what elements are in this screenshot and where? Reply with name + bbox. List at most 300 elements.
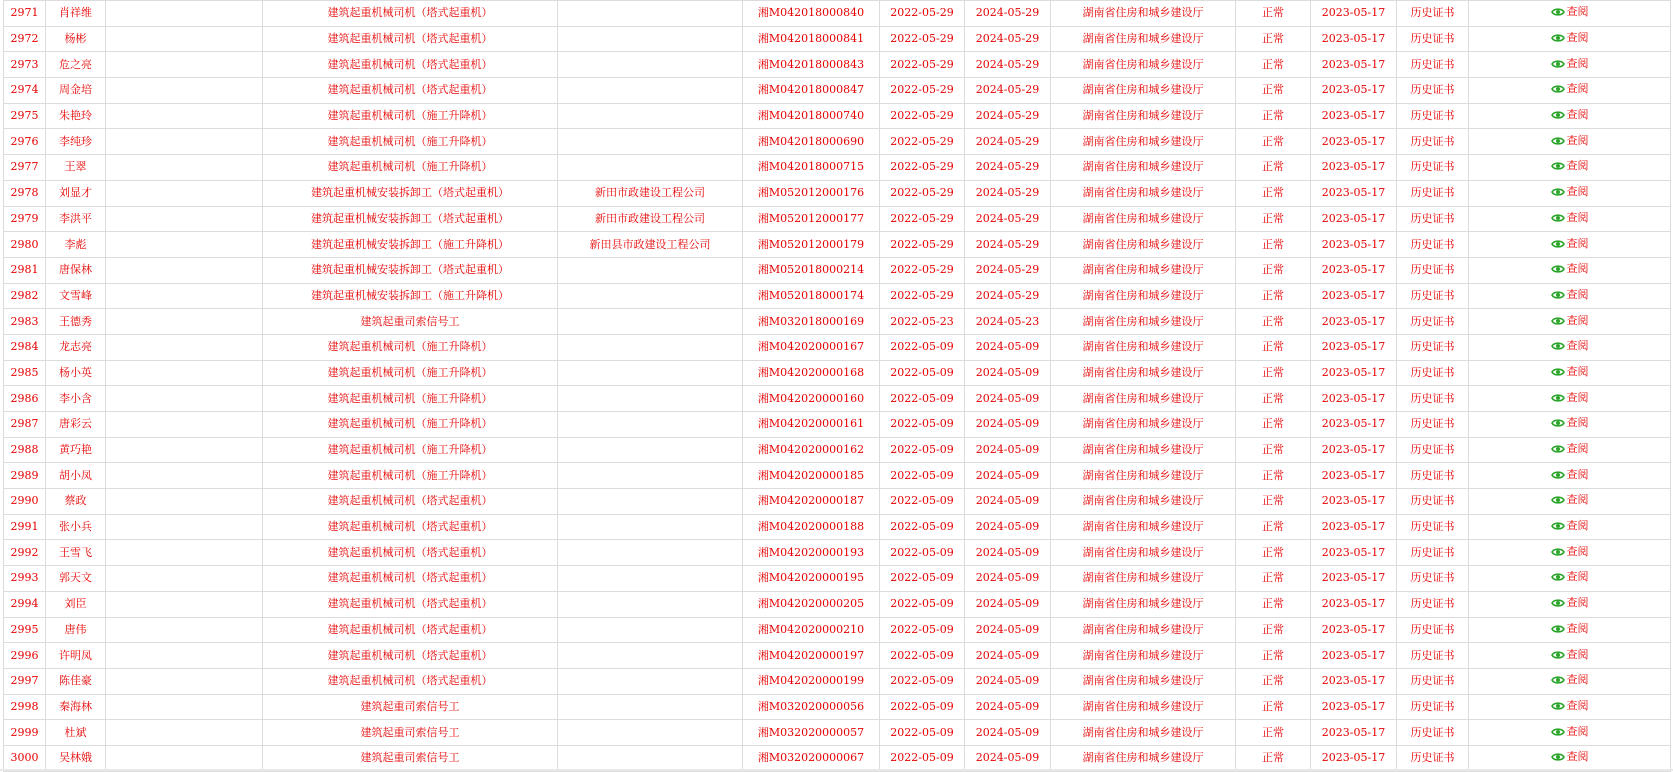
view-label: 查阅 (1566, 673, 1589, 687)
certificate-table (3, 0, 1671, 772)
status-text: 正常 (1236, 232, 1311, 258)
row-number: 2998 (4, 694, 46, 720)
issuing-authority: 湖南省住房和城乡建设厅 (1051, 617, 1236, 643)
view-action (1469, 283, 1671, 309)
table-body (4, 1, 1671, 772)
employer-company (558, 745, 743, 771)
history-certificate-link[interactable]: 历史证书 (1397, 283, 1469, 309)
certificate-category: 建筑起重司索信号工 (263, 309, 558, 335)
status-text: 正常 (1236, 283, 1311, 309)
status-text: 正常 (1236, 1, 1311, 27)
table-row (4, 283, 1671, 309)
certificate-category: 建筑起重机械司机（塔式起重机） (263, 540, 558, 566)
expiry-date: 2024-05-09 (965, 617, 1051, 643)
employer-company (558, 489, 743, 515)
history-certificate-link[interactable]: 历史证书 (1397, 745, 1469, 771)
certificate-category: 建筑起重机械司机（塔式起重机） (263, 668, 558, 694)
issue-date: 2022-05-09 (880, 591, 965, 617)
certificate-number: 湘M032020000057 (743, 720, 880, 746)
status-text: 正常 (1236, 489, 1311, 515)
issue-date: 2022-05-09 (880, 540, 965, 566)
view-button[interactable] (1551, 160, 1589, 172)
row-number: 2988 (4, 437, 46, 463)
issue-date: 2022-05-09 (880, 745, 965, 771)
blank-cell (106, 463, 263, 489)
row-number: 2985 (4, 360, 46, 386)
issuing-authority: 湖南省住房和城乡建设厅 (1051, 566, 1236, 592)
history-certificate-link[interactable]: 历史证书 (1397, 129, 1469, 155)
expiry-date: 2024-05-09 (965, 566, 1051, 592)
status-text: 正常 (1236, 206, 1311, 232)
expiry-date: 2024-05-09 (965, 720, 1051, 746)
certificate-number: 湘M042020000160 (743, 386, 880, 412)
view-button[interactable] (1551, 135, 1589, 147)
history-certificate-link[interactable]: 历史证书 (1397, 668, 1469, 694)
eye-icon (1551, 418, 1565, 428)
table-row (4, 437, 1671, 463)
history-certificate-link[interactable]: 历史证书 (1397, 257, 1469, 283)
certificate-number: 湘M042020000161 (743, 412, 880, 438)
view-button[interactable] (1551, 58, 1589, 70)
history-certificate-link[interactable]: 历史证书 (1397, 309, 1469, 335)
holder-name: 刘臣 (46, 591, 106, 617)
update-date: 2023-05-17 (1311, 514, 1397, 540)
expiry-date: 2024-05-29 (965, 155, 1051, 181)
history-certificate-link[interactable]: 历史证书 (1397, 1, 1469, 27)
issuing-authority: 湖南省住房和城乡建设厅 (1051, 103, 1236, 129)
issuing-authority: 湖南省住房和城乡建设厅 (1051, 1, 1236, 27)
holder-name: 唐彩云 (46, 412, 106, 438)
issue-date: 2022-05-09 (880, 643, 965, 669)
expiry-date: 2024-05-29 (965, 232, 1051, 258)
history-certificate-link[interactable]: 历史证书 (1397, 52, 1469, 78)
view-label: 查阅 (1566, 647, 1589, 661)
view-label: 查阅 (1566, 31, 1589, 45)
expiry-date: 2024-05-09 (965, 694, 1051, 720)
issue-date: 2022-05-09 (880, 412, 965, 438)
table-row (4, 309, 1671, 335)
issue-date: 2022-05-09 (880, 489, 965, 515)
expiry-date: 2024-05-09 (965, 643, 1051, 669)
history-certificate-link[interactable]: 历史证书 (1397, 155, 1469, 181)
employer-company (558, 257, 743, 283)
issue-date: 2022-05-29 (880, 206, 965, 232)
row-number: 2995 (4, 617, 46, 643)
view-label: 查阅 (1566, 159, 1589, 173)
expiry-date: 2024-05-09 (965, 668, 1051, 694)
view-button[interactable] (1551, 726, 1589, 738)
view-label: 查阅 (1566, 287, 1589, 301)
certificate-number: 湘M042020000210 (743, 617, 880, 643)
view-label: 查阅 (1566, 698, 1589, 712)
eye-icon (1551, 727, 1565, 737)
table-row (4, 1, 1671, 27)
table-row (4, 591, 1671, 617)
certificate-category: 建筑起重机械司机（塔式起重机） (263, 78, 558, 104)
history-certificate-link[interactable]: 历史证书 (1397, 386, 1469, 412)
view-button[interactable] (1551, 83, 1589, 95)
status-text: 正常 (1236, 566, 1311, 592)
issue-date: 2022-05-23 (880, 309, 965, 335)
blank-cell (106, 206, 263, 232)
eye-icon (1551, 33, 1565, 43)
row-number: 2987 (4, 412, 46, 438)
certificate-number: 湘M042020000162 (743, 437, 880, 463)
certificate-category: 建筑起重机械司机（塔式起重机） (263, 566, 558, 592)
view-button[interactable] (1551, 623, 1589, 635)
row-number: 2981 (4, 257, 46, 283)
history-certificate-link[interactable]: 历史证书 (1397, 566, 1469, 592)
issuing-authority: 湖南省住房和城乡建设厅 (1051, 334, 1236, 360)
issuing-authority: 湖南省住房和城乡建设厅 (1051, 283, 1236, 309)
history-certificate-link[interactable]: 历史证书 (1397, 334, 1469, 360)
history-certificate-link[interactable]: 历史证书 (1397, 78, 1469, 104)
eye-icon (1551, 136, 1565, 146)
view-button[interactable] (1551, 366, 1589, 378)
history-certificate-link[interactable]: 历史证书 (1397, 232, 1469, 258)
view-action (1469, 360, 1671, 386)
view-button[interactable] (1551, 546, 1589, 558)
blank-cell (106, 720, 263, 746)
status-text: 正常 (1236, 720, 1311, 746)
holder-name: 秦海林 (46, 694, 106, 720)
view-action (1469, 540, 1671, 566)
expiry-date: 2024-05-09 (965, 412, 1051, 438)
update-date: 2023-05-17 (1311, 26, 1397, 52)
history-certificate-link[interactable]: 历史证书 (1397, 437, 1469, 463)
update-date: 2023-05-17 (1311, 334, 1397, 360)
view-label: 查阅 (1566, 442, 1589, 456)
view-button[interactable] (1551, 186, 1589, 198)
certificate-category: 建筑起重机械司机（塔式起重机） (263, 1, 558, 27)
holder-name: 李纯珍 (46, 129, 106, 155)
view-button[interactable] (1551, 443, 1589, 455)
employer-company (558, 540, 743, 566)
table-row (4, 745, 1671, 771)
certificate-number: 湘M042018000843 (743, 52, 880, 78)
view-button[interactable] (1551, 32, 1589, 44)
status-text: 正常 (1236, 591, 1311, 617)
employer-company (558, 514, 743, 540)
view-label: 查阅 (1566, 210, 1589, 224)
holder-name: 文雪峰 (46, 283, 106, 309)
issuing-authority: 湖南省住房和城乡建设厅 (1051, 489, 1236, 515)
row-number: 2979 (4, 206, 46, 232)
certificate-number: 湘M052012000176 (743, 180, 880, 206)
blank-cell (106, 566, 263, 592)
row-number: 2992 (4, 540, 46, 566)
holder-name: 蔡政 (46, 489, 106, 515)
issuing-authority: 湖南省住房和城乡建设厅 (1051, 386, 1236, 412)
eye-icon (1551, 7, 1565, 17)
expiry-date: 2024-05-29 (965, 180, 1051, 206)
table-row (4, 334, 1671, 360)
holder-name: 刘显才 (46, 180, 106, 206)
holder-name: 杨小英 (46, 360, 106, 386)
status-text: 正常 (1236, 155, 1311, 181)
expiry-date: 2024-05-09 (965, 540, 1051, 566)
view-button[interactable] (1551, 340, 1589, 352)
table-row (4, 52, 1671, 78)
view-label: 查阅 (1566, 133, 1589, 147)
view-button[interactable] (1551, 238, 1589, 250)
history-certificate-link[interactable]: 历史证书 (1397, 514, 1469, 540)
holder-name: 王德秀 (46, 309, 106, 335)
holder-name: 许明凤 (46, 643, 106, 669)
issuing-authority: 湖南省住房和城乡建设厅 (1051, 257, 1236, 283)
blank-cell (106, 668, 263, 694)
update-date: 2023-05-17 (1311, 129, 1397, 155)
view-button[interactable] (1551, 109, 1589, 121)
view-action (1469, 52, 1671, 78)
table-row (4, 360, 1671, 386)
employer-company (558, 643, 743, 669)
certificate-number: 湘M042020000199 (743, 668, 880, 694)
expiry-date: 2024-05-09 (965, 489, 1051, 515)
view-button[interactable] (1551, 520, 1589, 532)
view-action (1469, 643, 1671, 669)
certificate-category: 建筑起重机械安装拆卸工（塔式起重机） (263, 180, 558, 206)
view-button[interactable] (1551, 315, 1589, 327)
holder-name: 周金培 (46, 78, 106, 104)
view-action (1469, 129, 1671, 155)
status-text: 正常 (1236, 694, 1311, 720)
view-button[interactable] (1551, 751, 1589, 763)
eye-icon (1551, 572, 1565, 582)
view-button[interactable] (1551, 289, 1589, 301)
holder-name: 张小兵 (46, 514, 106, 540)
expiry-date: 2024-05-09 (965, 514, 1051, 540)
table-row (4, 257, 1671, 283)
issue-date: 2022-05-09 (880, 437, 965, 463)
view-label: 查阅 (1566, 467, 1589, 481)
employer-company (558, 129, 743, 155)
update-date: 2023-05-17 (1311, 745, 1397, 771)
history-certificate-link[interactable]: 历史证书 (1397, 720, 1469, 746)
expiry-date: 2024-05-23 (965, 309, 1051, 335)
view-action (1469, 694, 1671, 720)
status-text: 正常 (1236, 334, 1311, 360)
update-date: 2023-05-17 (1311, 180, 1397, 206)
view-action (1469, 1, 1671, 27)
blank-cell (106, 180, 263, 206)
history-certificate-link[interactable]: 历史证书 (1397, 360, 1469, 386)
certificate-category: 建筑起重机械司机（塔式起重机） (263, 514, 558, 540)
view-button[interactable] (1551, 417, 1589, 429)
certificate-number: 湘M042020000193 (743, 540, 880, 566)
view-label: 查阅 (1566, 82, 1589, 96)
blank-cell (106, 437, 263, 463)
employer-company (558, 1, 743, 27)
table-row (4, 514, 1671, 540)
issue-date: 2022-05-29 (880, 1, 965, 27)
view-label: 查阅 (1566, 570, 1589, 584)
update-date: 2023-05-17 (1311, 591, 1397, 617)
holder-name: 杨彬 (46, 26, 106, 52)
eye-icon (1551, 264, 1565, 274)
update-date: 2023-05-17 (1311, 103, 1397, 129)
certificate-category: 建筑起重司索信号工 (263, 745, 558, 771)
view-button[interactable] (1551, 597, 1589, 609)
certificate-number: 湘M042018000690 (743, 129, 880, 155)
table-row (4, 155, 1671, 181)
employer-company (558, 668, 743, 694)
issuing-authority: 湖南省住房和城乡建设厅 (1051, 720, 1236, 746)
issuing-authority: 湖南省住房和城乡建设厅 (1051, 643, 1236, 669)
eye-icon (1551, 624, 1565, 634)
history-certificate-link[interactable]: 历史证书 (1397, 694, 1469, 720)
issuing-authority: 湖南省住房和城乡建设厅 (1051, 206, 1236, 232)
status-text: 正常 (1236, 309, 1311, 335)
blank-cell (106, 360, 263, 386)
view-button[interactable] (1551, 392, 1589, 404)
blank-cell (106, 591, 263, 617)
expiry-date: 2024-05-29 (965, 257, 1051, 283)
holder-name: 唐伟 (46, 617, 106, 643)
history-certificate-link[interactable]: 历史证书 (1397, 489, 1469, 515)
view-button[interactable] (1551, 674, 1589, 686)
status-text: 正常 (1236, 643, 1311, 669)
table-row (4, 540, 1671, 566)
table-row (4, 129, 1671, 155)
issue-date: 2022-05-09 (880, 617, 965, 643)
expiry-date: 2024-05-09 (965, 437, 1051, 463)
row-number: 2977 (4, 155, 46, 181)
view-action (1469, 668, 1671, 694)
employer-company (558, 155, 743, 181)
employer-company (558, 26, 743, 52)
blank-cell (106, 412, 263, 438)
history-certificate-link[interactable]: 历史证书 (1397, 540, 1469, 566)
history-certificate-link[interactable]: 历史证书 (1397, 103, 1469, 129)
eye-icon (1551, 598, 1565, 608)
table-row (4, 668, 1671, 694)
status-text: 正常 (1236, 52, 1311, 78)
expiry-date: 2024-05-29 (965, 103, 1051, 129)
view-button[interactable] (1551, 212, 1589, 224)
expiry-date: 2024-05-29 (965, 1, 1051, 27)
view-action (1469, 489, 1671, 515)
status-text: 正常 (1236, 257, 1311, 283)
row-number: 2971 (4, 1, 46, 27)
row-number: 2978 (4, 180, 46, 206)
table-row (4, 720, 1671, 746)
table-row (4, 489, 1671, 515)
certificate-number: 湘M042020000185 (743, 463, 880, 489)
holder-name: 李洪平 (46, 206, 106, 232)
expiry-date: 2024-05-29 (965, 206, 1051, 232)
issuing-authority: 湖南省住房和城乡建设厅 (1051, 309, 1236, 335)
history-certificate-link[interactable]: 历史证书 (1397, 206, 1469, 232)
row-number: 2997 (4, 668, 46, 694)
view-button[interactable] (1551, 700, 1589, 712)
view-label: 查阅 (1566, 56, 1589, 70)
blank-cell (106, 52, 263, 78)
certificate-category: 建筑起重机械司机（施工升降机） (263, 386, 558, 412)
view-action (1469, 103, 1671, 129)
expiry-date: 2024-05-09 (965, 591, 1051, 617)
update-date: 2023-05-17 (1311, 617, 1397, 643)
status-text: 正常 (1236, 180, 1311, 206)
view-button[interactable] (1551, 469, 1589, 481)
eye-icon (1551, 290, 1565, 300)
history-certificate-link[interactable]: 历史证书 (1397, 26, 1469, 52)
update-date: 2023-05-17 (1311, 206, 1397, 232)
certificate-category: 建筑起重机械安装拆卸工（塔式起重机） (263, 206, 558, 232)
history-certificate-link[interactable]: 历史证书 (1397, 643, 1469, 669)
row-number: 2982 (4, 283, 46, 309)
issuing-authority: 湖南省住房和城乡建设厅 (1051, 514, 1236, 540)
holder-name: 危之亮 (46, 52, 106, 78)
eye-icon (1551, 393, 1565, 403)
certificate-number: 湘M042018000715 (743, 155, 880, 181)
holder-name: 陈佳豪 (46, 668, 106, 694)
view-button[interactable] (1551, 6, 1589, 18)
view-button[interactable] (1551, 263, 1589, 275)
history-certificate-link[interactable]: 历史证书 (1397, 463, 1469, 489)
status-text: 正常 (1236, 745, 1311, 771)
issue-date: 2022-05-09 (880, 668, 965, 694)
issue-date: 2022-05-29 (880, 180, 965, 206)
certificate-number: 湘M042020000188 (743, 514, 880, 540)
eye-icon (1551, 84, 1565, 94)
issuing-authority: 湖南省住房和城乡建设厅 (1051, 668, 1236, 694)
certificate-category: 建筑起重机械司机（塔式起重机） (263, 643, 558, 669)
history-certificate-link[interactable]: 历史证书 (1397, 617, 1469, 643)
issuing-authority: 湖南省住房和城乡建设厅 (1051, 360, 1236, 386)
issue-date: 2022-05-09 (880, 360, 965, 386)
issue-date: 2022-05-29 (880, 232, 965, 258)
employer-company (558, 591, 743, 617)
eye-icon (1551, 59, 1565, 69)
issue-date: 2022-05-09 (880, 514, 965, 540)
view-button[interactable] (1551, 571, 1589, 583)
blank-cell (106, 103, 263, 129)
issue-date: 2022-05-09 (880, 463, 965, 489)
issuing-authority: 湖南省住房和城乡建设厅 (1051, 26, 1236, 52)
view-label: 查阅 (1566, 339, 1589, 353)
view-label: 查阅 (1566, 544, 1589, 558)
expiry-date: 2024-05-29 (965, 283, 1051, 309)
eye-icon (1551, 650, 1565, 660)
issuing-authority: 湖南省住房和城乡建设厅 (1051, 155, 1236, 181)
update-date: 2023-05-17 (1311, 309, 1397, 335)
history-certificate-link[interactable]: 历史证书 (1397, 591, 1469, 617)
eye-icon (1551, 470, 1565, 480)
view-button[interactable] (1551, 649, 1589, 661)
issuing-authority: 湖南省住房和城乡建设厅 (1051, 540, 1236, 566)
history-certificate-link[interactable]: 历史证书 (1397, 412, 1469, 438)
certificate-category: 建筑起重机械司机（施工升降机） (263, 334, 558, 360)
table-row (4, 386, 1671, 412)
holder-name: 王雪飞 (46, 540, 106, 566)
eye-icon (1551, 161, 1565, 171)
update-date: 2023-05-17 (1311, 412, 1397, 438)
view-button[interactable] (1551, 494, 1589, 506)
row-number: 3000 (4, 745, 46, 771)
update-date: 2023-05-17 (1311, 360, 1397, 386)
history-certificate-link[interactable]: 历史证书 (1397, 180, 1469, 206)
certificate-number: 湘M032020000067 (743, 745, 880, 771)
certificate-category: 建筑起重机械司机（塔式起重机） (263, 489, 558, 515)
eye-icon (1551, 675, 1565, 685)
view-label: 查阅 (1566, 596, 1589, 610)
blank-cell (106, 334, 263, 360)
blank-cell (106, 694, 263, 720)
blank-cell (106, 617, 263, 643)
issuing-authority: 湖南省住房和城乡建设厅 (1051, 745, 1236, 771)
certificate-category: 建筑起重司索信号工 (263, 694, 558, 720)
